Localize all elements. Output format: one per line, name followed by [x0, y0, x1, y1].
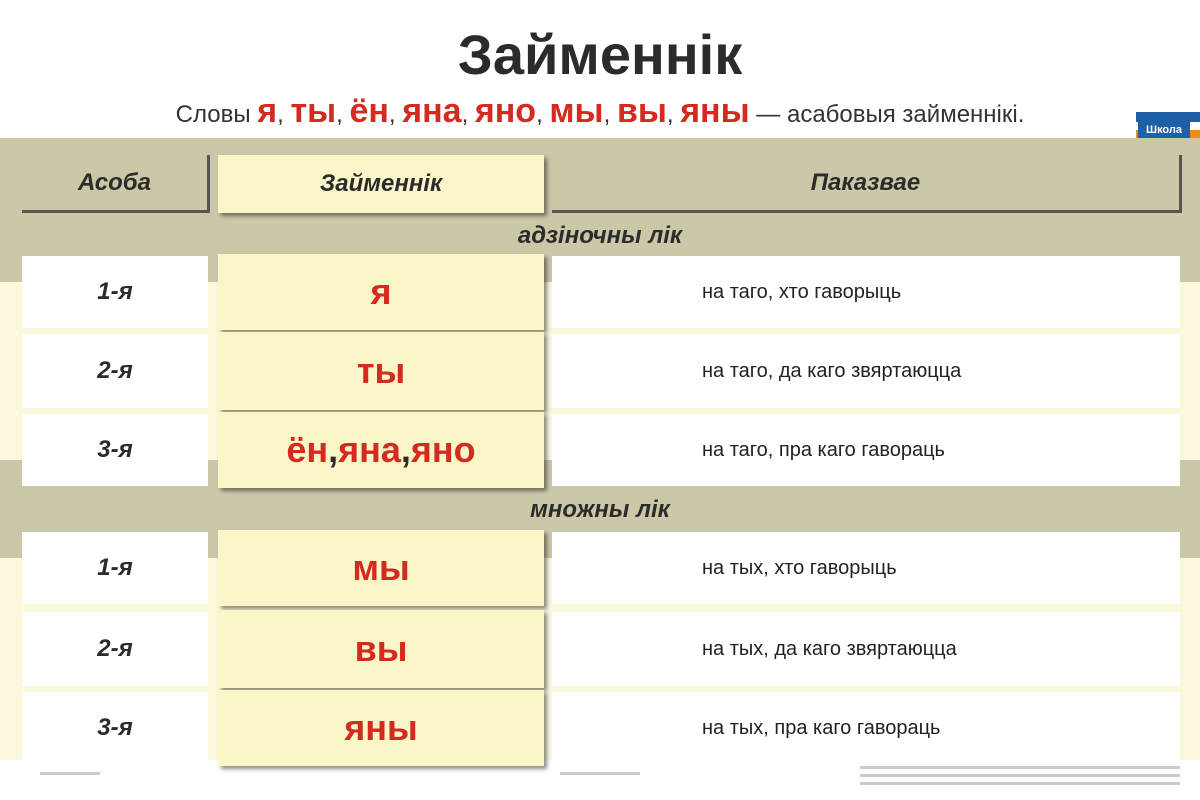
- pronoun-separator: ,: [400, 429, 411, 470]
- pronoun-word: вы: [354, 628, 408, 669]
- page-title: Займеннік: [457, 23, 743, 86]
- subtitle-pronoun: яны: [680, 92, 750, 130]
- header-pakazvae: Паказвае: [552, 155, 1182, 213]
- header-asoba: Асоба: [22, 155, 210, 213]
- section-label: множны лік: [530, 496, 670, 523]
- subtitle-pronoun: ты: [290, 92, 337, 130]
- cell-pronoun: [218, 610, 544, 688]
- cell-pakazvae: на тых, пра каго гавораць: [552, 692, 1180, 764]
- cell-pronoun: [218, 254, 544, 330]
- cell-pakazvae: на таго, хто гаворыць: [552, 256, 1180, 328]
- section-label: адзіночны лік: [517, 222, 683, 249]
- subtitle-pronoun: яно: [474, 92, 537, 130]
- subtitle-pronoun: мы: [549, 92, 604, 130]
- subtitle-pronoun: яна: [402, 92, 462, 130]
- cell-pronoun: [218, 332, 544, 410]
- subtitle-pronoun: я: [257, 92, 278, 130]
- pronoun-word: мы: [352, 547, 410, 588]
- subtitle-suffix: — асабовыя займеннікі.: [749, 101, 1025, 128]
- pronoun-word: яно: [410, 429, 476, 470]
- pronoun-word: я: [370, 271, 392, 312]
- cell-pronoun: [218, 412, 544, 488]
- cell-pronoun: [218, 690, 544, 766]
- subtitle-prefix: Словы: [175, 101, 258, 128]
- pronoun-word: яны: [344, 707, 418, 748]
- cell-asoba: 2-я: [22, 334, 208, 408]
- cell-pakazvae: на тых, да каго звяртаюцца: [552, 612, 1180, 686]
- pronoun-word: ты: [356, 350, 406, 391]
- header-zaimennik: Займеннік: [218, 155, 544, 213]
- subtitle-pronoun: ён: [349, 92, 389, 130]
- cell-asoba: 3-я: [22, 414, 208, 486]
- pronoun-word: ён: [286, 429, 329, 470]
- cell-pronoun: [218, 530, 544, 606]
- footer: [0, 762, 1200, 800]
- cell-asoba: 3-я: [22, 692, 208, 764]
- pronoun-separator: ,: [328, 429, 339, 470]
- cell-pakazvae: на таго, пра каго гавораць: [552, 414, 1180, 486]
- subtitle: Словы я, ты, ён, яна, яно, мы, вы, яны — асабовыя займеннікі.: [175, 92, 1025, 130]
- cell-asoba: 1-я: [22, 532, 208, 604]
- cell-pakazvae: на тых, хто гаворыць: [552, 532, 1180, 604]
- cell-pakazvae: на таго, да каго звяртаюцца: [552, 334, 1180, 408]
- cell-asoba: 2-я: [22, 612, 208, 686]
- subtitle-pronoun: вы: [616, 92, 667, 130]
- pronoun-word: яна: [338, 429, 401, 470]
- cell-asoba: 1-я: [22, 256, 208, 328]
- logo-text: Школа: [1138, 120, 1190, 140]
